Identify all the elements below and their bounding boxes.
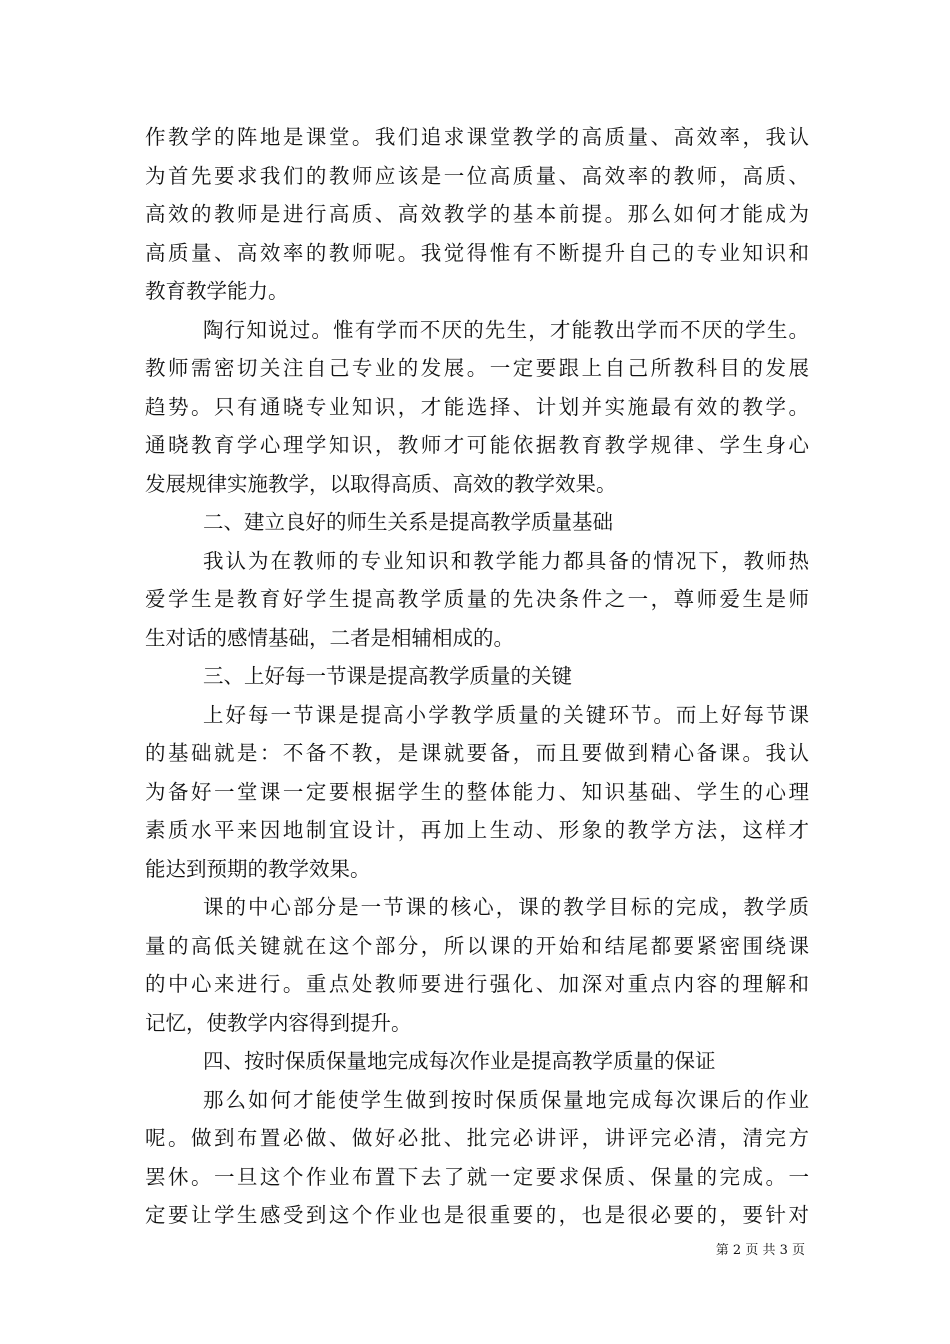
- text-line: 教师需密切关注自己专业的发展。一定要跟上自己所教科目的发展: [145, 356, 809, 380]
- text-line: 趋势。只有通晓专业知识，才能选择、计划并实施最有效的教学。: [145, 394, 809, 419]
- text-line: 高质量、高效率的教师呢。我觉得惟有不断提升自己的专业知识和: [145, 240, 809, 265]
- text-line: 的中心来进行。重点处教师要进行强化、加深对重点内容的理解和: [145, 972, 809, 996]
- text-line: 定要让学生感受到这个作业也是很重要的，也是很必要的，要针对: [145, 1203, 809, 1227]
- paragraph-first-line: 课的中心部分是一节课的核心，课的教学目标的完成，教学质: [203, 895, 809, 919]
- text-line: 罢休。一旦这个作业布置下去了就一定要求保质、保量的完成。一: [145, 1164, 809, 1189]
- text-line: 为首先要求我们的教师应该是一位高质量、高效率的教师，高质、: [145, 163, 809, 188]
- page-number: 第 2 页 共 3 页: [715, 1243, 805, 1258]
- text-line: 高效的教师是进行高质、高效教学的基本前提。那么如何才能成为: [145, 202, 809, 226]
- text-line: 量的高低关键就在这个部分，所以课的开始和结尾都要紧密围绕课: [145, 933, 809, 958]
- paragraph-first-line: 陶行知说过。惟有学而不厌的先生，才能教出学而不厌的学生。: [203, 317, 809, 342]
- paragraph-first-line: 那么如何才能使学生做到按时保质保量地完成每次课后的作业: [203, 1087, 809, 1112]
- text-line: 为备好一堂课一定要根据学生的整体能力、知识基础、学生的心理: [145, 779, 809, 804]
- text-line: 教育教学能力。: [145, 279, 289, 303]
- text-line: 发展规律实施教学，以取得高质、高效的教学效果。: [145, 471, 617, 496]
- text-line: 生对话的感情基础，二者是相辅相成的。: [145, 625, 514, 650]
- text-line: 作教学的阵地是课堂。我们追求课堂教学的高质量、高效率，我认: [145, 125, 809, 149]
- paragraph-first-line: 上好每一节课是提高小学教学质量的关键环节。而上好每节课: [203, 702, 809, 727]
- text-line: 爱学生是教育好学生提高教学质量的先决条件之一，尊师爱生是师: [145, 587, 809, 611]
- text-line: 通晓教育学心理学知识，教师才可能依据教育教学规律、学生身心: [145, 433, 809, 457]
- text-line: 呢。做到布置必做、做好必批、批完必讲评，讲评完必清，清完方: [145, 1126, 809, 1150]
- document-body: [145, 118, 809, 1235]
- section-heading: 四、按时保质保量地完成每次作业是提高教学质量的保证: [203, 1049, 716, 1073]
- text-line: 的基础就是：不备不教，是课就要备，而且要做到精心备课。我认: [145, 741, 809, 765]
- section-heading: 二、建立良好的师生关系是提高教学质量基础: [203, 510, 613, 534]
- text-line: 记忆，使教学内容得到提升。: [145, 1010, 412, 1035]
- text-line: 能达到预期的教学效果。: [145, 856, 371, 881]
- section-heading: 三、上好每一节课是提高教学质量的关键: [203, 664, 572, 688]
- paragraph-first-line: 我认为在教师的专业知识和教学能力都具备的情况下，教师热: [203, 548, 809, 573]
- text-line: 素质水平来因地制宜设计，再加上生动、形象的教学方法，这样才: [145, 818, 809, 842]
